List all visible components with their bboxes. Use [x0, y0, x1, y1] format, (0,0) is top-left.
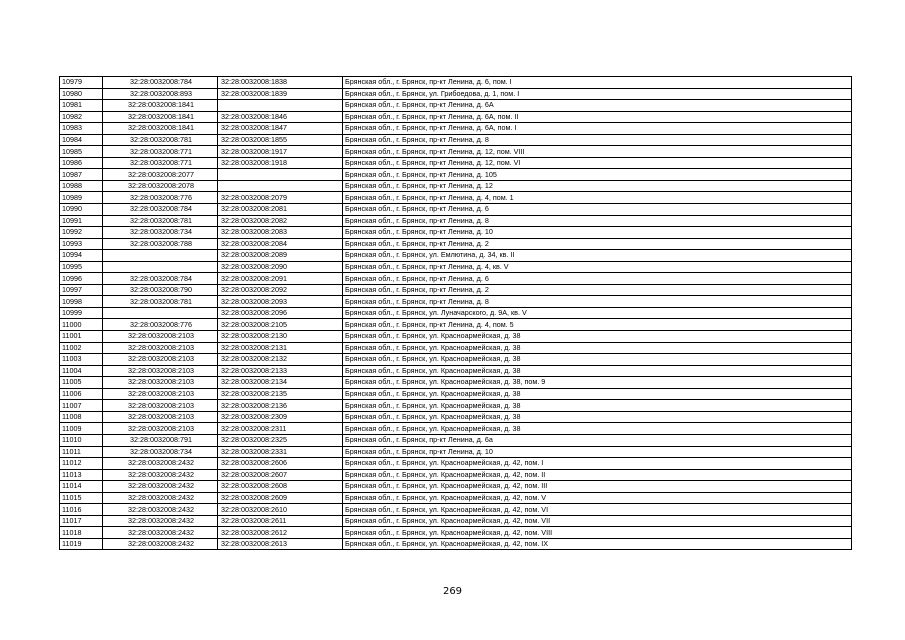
cadastral-number-cell: 32:28:0032008:2091 — [218, 273, 343, 285]
row-number-cell: 11006 — [60, 388, 103, 400]
row-number-cell: 10997 — [60, 284, 103, 296]
cadastral-number-cell: 32:28:0032008:2136 — [218, 400, 343, 412]
table-row — [60, 169, 852, 181]
row-number-cell: 10998 — [60, 296, 103, 308]
parent-cadastral-number-cell: 32:28:0032008:893 — [103, 88, 218, 100]
cadastral-number-cell: 32:28:0032008:1855 — [218, 134, 343, 146]
cadastral-number-cell: 32:28:0032008:1917 — [218, 146, 343, 158]
parent-cadastral-number-cell: 32:28:0032008:2432 — [103, 504, 218, 516]
cadastral-number-cell: 32:28:0032008:2081 — [218, 204, 343, 216]
parent-cadastral-number-cell: 32:28:0032008:2103 — [103, 331, 218, 343]
table-row — [60, 192, 852, 204]
table-row — [60, 458, 852, 470]
cadastral-number-cell: 32:28:0032008:2609 — [218, 492, 343, 504]
cadastral-number-cell: 32:28:0032008:2607 — [218, 469, 343, 481]
parent-cadastral-number-cell: 32:28:0032008:788 — [103, 238, 218, 250]
row-number-cell: 10983 — [60, 123, 103, 135]
address-cell: Брянская обл., г. Брянск, пр-кт Ленина, д. 4, пом. 1 — [343, 192, 852, 204]
address-cell: Брянская обл., г. Брянск, пр-кт Ленина, д. 6, пом. I — [343, 77, 852, 89]
table-row — [60, 100, 852, 112]
address-cell: Брянская обл., г. Брянск, ул. Красноармейская, д. 42, пом. VII — [343, 515, 852, 527]
row-number-cell: 11018 — [60, 527, 103, 539]
cadastral-number-cell: 32:28:0032008:2610 — [218, 504, 343, 516]
parent-cadastral-number-cell: 32:28:0032008:776 — [103, 319, 218, 331]
cadastral-number-cell: 32:28:0032008:2608 — [218, 481, 343, 493]
table-row — [60, 261, 852, 273]
row-number-cell: 11015 — [60, 492, 103, 504]
table-row — [60, 204, 852, 216]
parent-cadastral-number-cell: 32:28:0032008:791 — [103, 434, 218, 446]
parent-cadastral-number-cell: 32:28:0032008:1841 — [103, 123, 218, 135]
table-row — [60, 527, 852, 539]
table-row — [60, 423, 852, 435]
row-number-cell: 11002 — [60, 342, 103, 354]
cadastral-number-cell: 32:28:0032008:2613 — [218, 538, 343, 550]
table-row — [60, 377, 852, 389]
parent-cadastral-number-cell: 32:28:0032008:2432 — [103, 481, 218, 493]
address-cell: Брянская обл., г. Брянск, ул. Луначарского, д. 9А, кв. V — [343, 307, 852, 319]
cadastral-number-cell: 32:28:0032008:1847 — [218, 123, 343, 135]
address-cell: Брянская обл., г. Брянск, пр-кт Ленина, д. 12 — [343, 180, 852, 192]
table-row — [60, 388, 852, 400]
table-row — [60, 319, 852, 331]
cadastral-number-cell: 32:28:0032008:1846 — [218, 111, 343, 123]
table-row — [60, 538, 852, 550]
table-row — [60, 123, 852, 135]
cadastral-number-cell: 32:28:0032008:2093 — [218, 296, 343, 308]
address-cell: Брянская обл., г. Брянск, пр-кт Ленина, д. 2 — [343, 284, 852, 296]
address-cell: Брянская обл., г. Брянск, пр-кт Ленина, д. 10 — [343, 446, 852, 458]
address-cell: Брянская обл., г. Брянск, ул. Красноармейская, д. 42, пом. II — [343, 469, 852, 481]
table-row — [60, 215, 852, 227]
property-register-table — [59, 76, 852, 550]
row-number-cell: 11012 — [60, 458, 103, 470]
row-number-cell: 11014 — [60, 481, 103, 493]
table-row — [60, 284, 852, 296]
address-cell: Брянская обл., г. Брянск, пр-кт Ленина, д. 105 — [343, 169, 852, 181]
address-cell: Брянская обл., г. Брянск, ул. Красноармейская, д. 38 — [343, 342, 852, 354]
row-number-cell: 11007 — [60, 400, 103, 412]
cadastral-number-cell: 32:28:0032008:2133 — [218, 365, 343, 377]
parent-cadastral-number-cell: 32:28:0032008:2432 — [103, 515, 218, 527]
address-cell: Брянская обл., г. Брянск, ул. Красноармейская, д. 42, пом. VI — [343, 504, 852, 516]
row-number-cell: 10996 — [60, 273, 103, 285]
row-number-cell: 10991 — [60, 215, 103, 227]
cadastral-number-cell: 32:28:0032008:2132 — [218, 354, 343, 366]
row-number-cell: 11005 — [60, 377, 103, 389]
parent-cadastral-number-cell: 32:28:0032008:2432 — [103, 458, 218, 470]
parent-cadastral-number-cell: 32:28:0032008:2078 — [103, 180, 218, 192]
row-number-cell: 10987 — [60, 169, 103, 181]
row-number-cell: 11013 — [60, 469, 103, 481]
row-number-cell: 10999 — [60, 307, 103, 319]
row-number-cell: 10980 — [60, 88, 103, 100]
address-cell: Брянская обл., г. Брянск, пр-кт Ленина, д. 6 — [343, 273, 852, 285]
address-cell: Брянская обл., г. Брянск, пр-кт Ленина, д. 6а — [343, 434, 852, 446]
row-number-cell: 11003 — [60, 354, 103, 366]
address-cell: Брянская обл., г. Брянск, ул. Красноармейская, д. 38, пом. 9 — [343, 377, 852, 389]
parent-cadastral-number-cell: 32:28:0032008:2103 — [103, 411, 218, 423]
address-cell: Брянская обл., г. Брянск, ул. Красноармейская, д. 42, пом. V — [343, 492, 852, 504]
row-number-cell: 11000 — [60, 319, 103, 331]
cadastral-number-cell: 32:28:0032008:2311 — [218, 423, 343, 435]
table-row — [60, 134, 852, 146]
cadastral-number-cell: 32:28:0032008:2083 — [218, 227, 343, 239]
row-number-cell: 10985 — [60, 146, 103, 158]
address-cell: Брянская обл., г. Брянск, пр-кт Ленина, д. 10 — [343, 227, 852, 239]
parent-cadastral-number-cell: 32:28:0032008:2077 — [103, 169, 218, 181]
row-number-cell: 11017 — [60, 515, 103, 527]
parent-cadastral-number-cell: 32:28:0032008:781 — [103, 215, 218, 227]
table-row — [60, 273, 852, 285]
parent-cadastral-number-cell: 32:28:0032008:734 — [103, 227, 218, 239]
parent-cadastral-number-cell: 32:28:0032008:771 — [103, 146, 218, 158]
parent-cadastral-number-cell: 32:28:0032008:2432 — [103, 469, 218, 481]
address-cell: Брянская обл., г. Брянск, ул. Красноармейская, д. 42, пом. VIII — [343, 527, 852, 539]
address-cell: Брянская обл., г. Брянск, ул. Красноармейская, д. 38 — [343, 411, 852, 423]
parent-cadastral-number-cell: 32:28:0032008:2432 — [103, 527, 218, 539]
address-cell: Брянская обл., г. Брянск, ул. Емлютина, д. 34, кв. II — [343, 250, 852, 262]
cadastral-number-cell: 32:28:0032008:2089 — [218, 250, 343, 262]
row-number-cell: 10993 — [60, 238, 103, 250]
cadastral-number-cell: 32:28:0032008:2082 — [218, 215, 343, 227]
cadastral-number-cell: 32:28:0032008:2130 — [218, 331, 343, 343]
row-number-cell: 10984 — [60, 134, 103, 146]
table-row — [60, 111, 852, 123]
parent-cadastral-number-cell: 32:28:0032008:781 — [103, 296, 218, 308]
cadastral-number-cell: 32:28:0032008:2090 — [218, 261, 343, 273]
address-cell: Брянская обл., г. Брянск, ул. Красноармейская, д. 42, пом. I — [343, 458, 852, 470]
parent-cadastral-number-cell: 32:28:0032008:2103 — [103, 400, 218, 412]
parent-cadastral-number-cell: 32:28:0032008:734 — [103, 446, 218, 458]
table-row — [60, 515, 852, 527]
parent-cadastral-number-cell: 32:28:0032008:784 — [103, 204, 218, 216]
parent-cadastral-number-cell: 32:28:0032008:784 — [103, 77, 218, 89]
table-row — [60, 250, 852, 262]
address-cell: Брянская обл., г. Брянск, пр-кт Ленина, д. 12, пом. VIII — [343, 146, 852, 158]
table-row — [60, 227, 852, 239]
cadastral-number-cell: 32:28:0032008:2131 — [218, 342, 343, 354]
cadastral-number-cell: 32:28:0032008:2309 — [218, 411, 343, 423]
table-row — [60, 354, 852, 366]
parent-cadastral-number-cell: 32:28:0032008:781 — [103, 134, 218, 146]
parent-cadastral-number-cell — [103, 250, 218, 262]
parent-cadastral-number-cell: 32:28:0032008:784 — [103, 273, 218, 285]
cadastral-number-cell: 32:28:0032008:2135 — [218, 388, 343, 400]
row-number-cell: 11016 — [60, 504, 103, 516]
address-cell: Брянская обл., г. Брянск, пр-кт Ленина, д. 12, пом. VI — [343, 157, 852, 169]
cadastral-number-cell: 32:28:0032008:2084 — [218, 238, 343, 250]
address-cell: Брянская обл., г. Брянск, ул. Красноармейская, д. 38 — [343, 365, 852, 377]
table-row — [60, 400, 852, 412]
cadastral-number-cell: 32:28:0032008:2331 — [218, 446, 343, 458]
row-number-cell: 11008 — [60, 411, 103, 423]
row-number-cell: 10994 — [60, 250, 103, 262]
address-cell: Брянская обл., г. Брянск, ул. Красноармейская, д. 38 — [343, 423, 852, 435]
parent-cadastral-number-cell: 32:28:0032008:2103 — [103, 388, 218, 400]
parent-cadastral-number-cell: 32:28:0032008:2432 — [103, 492, 218, 504]
address-cell: Брянская обл., г. Брянск, пр-кт Ленина, д. 6 — [343, 204, 852, 216]
address-cell: Брянская обл., г. Брянск, ул. Красноармейская, д. 38 — [343, 400, 852, 412]
parent-cadastral-number-cell: 32:28:0032008:1841 — [103, 100, 218, 112]
table-row — [60, 481, 852, 493]
parent-cadastral-number-cell: 32:28:0032008:2103 — [103, 377, 218, 389]
cadastral-number-cell: 32:28:0032008:2611 — [218, 515, 343, 527]
cadastral-number-cell: 32:28:0032008:1918 — [218, 157, 343, 169]
cadastral-number-cell: 32:28:0032008:2134 — [218, 377, 343, 389]
table-row — [60, 77, 852, 89]
address-cell: Брянская обл., г. Брянск, пр-кт Ленина, д. 6А, пом. II — [343, 111, 852, 123]
row-number-cell: 10982 — [60, 111, 103, 123]
parent-cadastral-number-cell: 32:28:0032008:2103 — [103, 365, 218, 377]
parent-cadastral-number-cell: 32:28:0032008:1841 — [103, 111, 218, 123]
page-number: 269 — [442, 586, 463, 597]
table-row — [60, 88, 852, 100]
address-cell: Брянская обл., г. Брянск, ул. Красноармейская, д. 38 — [343, 354, 852, 366]
cadastral-number-cell — [218, 169, 343, 181]
address-cell: Брянская обл., г. Брянск, пр-кт Ленина, д. 4, кв. V — [343, 261, 852, 273]
row-number-cell: 11010 — [60, 434, 103, 446]
address-cell: Брянская обл., г. Брянск, пр-кт Ленина, д. 2 — [343, 238, 852, 250]
address-cell: Брянская обл., г. Брянск, пр-кт Ленина, д. 8 — [343, 296, 852, 308]
row-number-cell: 11011 — [60, 446, 103, 458]
table-row — [60, 296, 852, 308]
table-row — [60, 434, 852, 446]
row-number-cell: 10981 — [60, 100, 103, 112]
parent-cadastral-number-cell: 32:28:0032008:2103 — [103, 342, 218, 354]
table-row — [60, 365, 852, 377]
address-cell: Брянская обл., г. Брянск, ул. Красноармейская, д. 38 — [343, 388, 852, 400]
table-row — [60, 411, 852, 423]
cadastral-number-cell: 32:28:0032008:2079 — [218, 192, 343, 204]
row-number-cell: 10979 — [60, 77, 103, 89]
address-cell: Брянская обл., г. Брянск, пр-кт Ленина, д. 8 — [343, 215, 852, 227]
register-table-body — [60, 77, 852, 550]
cadastral-number-cell: 32:28:0032008:2105 — [218, 319, 343, 331]
parent-cadastral-number-cell — [103, 307, 218, 319]
table-row — [60, 469, 852, 481]
table-row — [60, 446, 852, 458]
row-number-cell: 11019 — [60, 538, 103, 550]
table-row — [60, 307, 852, 319]
address-cell: Брянская обл., г. Брянск, пр-кт Ленина, д. 4, пом. 5 — [343, 319, 852, 331]
table-row — [60, 157, 852, 169]
cadastral-number-cell: 32:28:0032008:2612 — [218, 527, 343, 539]
cadastral-number-cell — [218, 100, 343, 112]
address-cell: Брянская обл., г. Брянск, пр-кт Ленина, д. 6А — [343, 100, 852, 112]
cadastral-number-cell — [218, 180, 343, 192]
table-row — [60, 331, 852, 343]
parent-cadastral-number-cell: 32:28:0032008:2103 — [103, 354, 218, 366]
parent-cadastral-number-cell: 32:28:0032008:771 — [103, 157, 218, 169]
address-cell: Брянская обл., г. Брянск, ул. Красноармейская, д. 38 — [343, 331, 852, 343]
cadastral-number-cell: 32:28:0032008:2606 — [218, 458, 343, 470]
row-number-cell: 11009 — [60, 423, 103, 435]
cadastral-number-cell: 32:28:0032008:1839 — [218, 88, 343, 100]
row-number-cell: 10992 — [60, 227, 103, 239]
table-row — [60, 180, 852, 192]
cadastral-number-cell: 32:28:0032008:2325 — [218, 434, 343, 446]
address-cell: Брянская обл., г. Брянск, пр-кт Ленина, д. 8 — [343, 134, 852, 146]
table-row — [60, 146, 852, 158]
address-cell: Брянская обл., г. Брянск, ул. Грибоедова, д. 1, пом. I — [343, 88, 852, 100]
row-number-cell: 11004 — [60, 365, 103, 377]
row-number-cell: 10990 — [60, 204, 103, 216]
table-row — [60, 504, 852, 516]
parent-cadastral-number-cell: 32:28:0032008:2103 — [103, 423, 218, 435]
cadastral-number-cell: 32:28:0032008:1838 — [218, 77, 343, 89]
table-row — [60, 238, 852, 250]
parent-cadastral-number-cell: 32:28:0032008:2432 — [103, 538, 218, 550]
parent-cadastral-number-cell — [103, 261, 218, 273]
row-number-cell: 10995 — [60, 261, 103, 273]
cadastral-number-cell: 32:28:0032008:2096 — [218, 307, 343, 319]
address-cell: Брянская обл., г. Брянск, ул. Красноармейская, д. 42, пом. III — [343, 481, 852, 493]
table-row — [60, 492, 852, 504]
row-number-cell: 11001 — [60, 331, 103, 343]
cadastral-number-cell: 32:28:0032008:2092 — [218, 284, 343, 296]
parent-cadastral-number-cell: 32:28:0032008:790 — [103, 284, 218, 296]
row-number-cell: 10988 — [60, 180, 103, 192]
address-cell: Брянская обл., г. Брянск, ул. Красноармейская, д. 42, пом. IX — [343, 538, 852, 550]
row-number-cell: 10989 — [60, 192, 103, 204]
parent-cadastral-number-cell: 32:28:0032008:776 — [103, 192, 218, 204]
address-cell: Брянская обл., г. Брянск, пр-кт Ленина, д. 6А, пом. I — [343, 123, 852, 135]
table-row — [60, 342, 852, 354]
row-number-cell: 10986 — [60, 157, 103, 169]
